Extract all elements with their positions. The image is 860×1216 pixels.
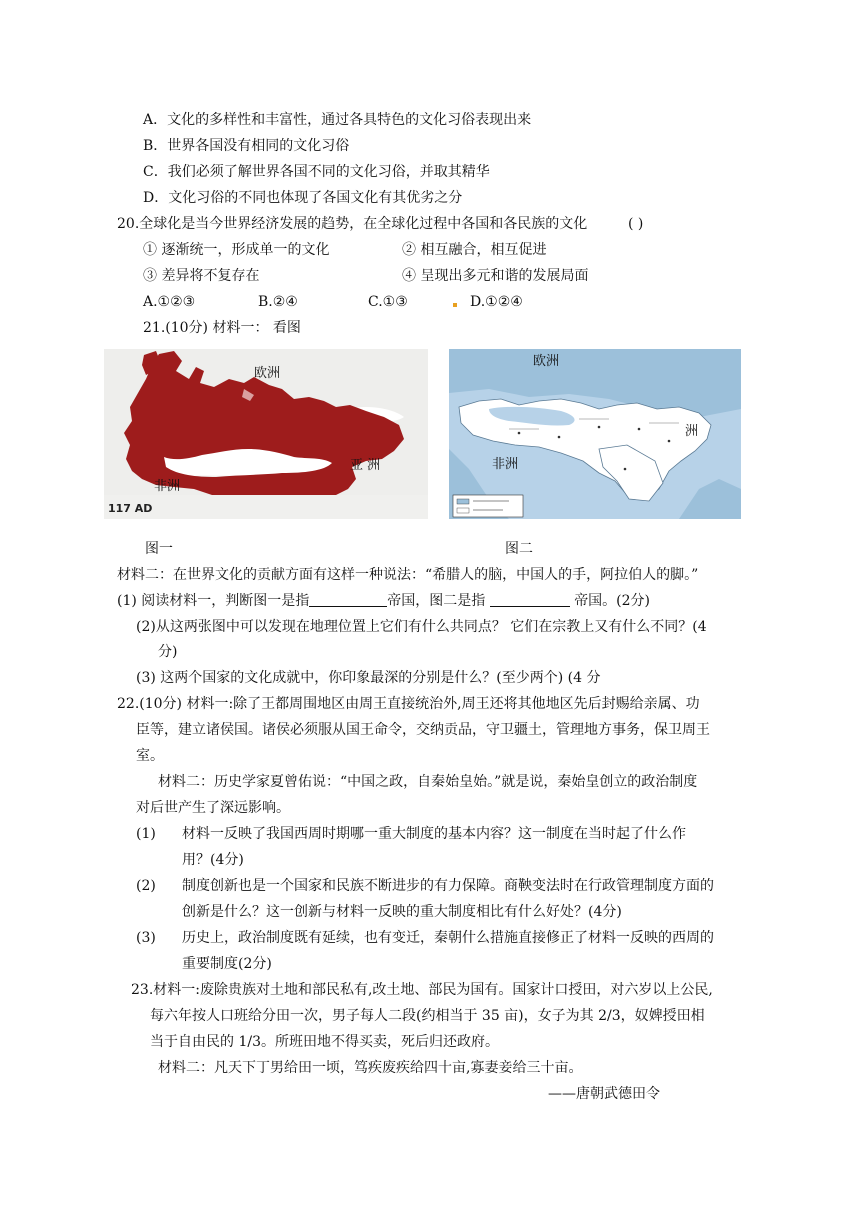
q20-statement-4: ④ 呈现出多元和谐的发展局面 — [402, 268, 589, 284]
map1-label-asia: 亚 洲 — [350, 458, 381, 473]
q21-subquestion-3: (3) 这两个国家的文化成就中，你印象最深的分别是什么？(至少两个) (4 分 — [136, 670, 601, 686]
q22-sub3-line2: 重要制度(2分) — [182, 956, 272, 972]
q23-material-1-line2: 每六年按人口班给分田一次，男子每人二段(约相当于 35 亩)，女子为其 2/3，奴婢授田相 — [150, 1008, 705, 1024]
answer-blank-1[interactable] — [309, 592, 387, 607]
map1-label-europe: 欧洲 — [254, 366, 281, 381]
q22-sub1-number: (1) — [136, 826, 156, 842]
q22-sub3-line1: 历史上，政治制度既有延续，也有变迁，秦朝什么措施直接修正了材料一反映的西周的 — [182, 930, 714, 946]
q21-sub1-part-c: 帝国。(2分) — [574, 593, 651, 609]
q19-option-d: D．文化习俗的不同也体现了各国文化有其优劣之分 — [143, 190, 463, 206]
q20-statement-3: ③ 差异将不复存在 — [143, 268, 260, 284]
map2-label-asia: 洲 — [685, 424, 699, 439]
q20-statement-2: ② 相互融合，相互促进 — [402, 242, 547, 258]
map2-label-europe: 欧洲 — [533, 354, 560, 369]
q19-option-b: B．世界各国没有相同的文化习俗 — [143, 138, 350, 154]
q20-answer-paren: ( ) — [628, 216, 644, 232]
q20-option-b: B.②④ — [258, 294, 298, 310]
q20-stem: 20.全球化是当今世界经济发展的趋势，在全球化过程中各国和各民族的文化 — [117, 216, 588, 232]
q23-material-1-line1: 23.材料一:废除贵族对土地和部民私有,改土地、部民为国有。国家计口授田，对六岁以上公民, — [131, 982, 713, 998]
q20-statement-1: ① 逐渐统一，形成单一的文化 — [143, 242, 330, 258]
map-roman-empire — [104, 349, 428, 519]
q22-sub2-line1: 制度创新也是一个国家和民族不断进步的有力保障。商鞅变法时在行政管理制度方面的 — [182, 878, 714, 894]
q22-sub2-line2: 创新是什么？这一创新与材料一反映的重大制度相比有什么好处？(4分) — [182, 904, 622, 920]
stray-dot — [453, 303, 457, 307]
q22-material-2-line1: 材料二：历史学家夏曾佑说：“中国之政，自秦始皇始。”就是说，秦始皇创立的政治制度 — [158, 774, 698, 790]
q21-sub1-part-a: (1) 阅读材料一，判断图一是指 — [117, 593, 310, 609]
q22-sub1-line2: 用？(4分) — [182, 852, 244, 868]
q21-subquestion-2-cont: 分) — [158, 644, 178, 660]
q21-stem: 21.(10分) 材料一： 看图 — [143, 320, 301, 336]
map2-label-africa: 非洲 — [492, 457, 519, 472]
map-arab-empire — [449, 349, 741, 519]
q22-material-1-line1: 22.(10分) 材料一:除了王都周围地区由周王直接统治外,周王还将其他地区先后封赐给亲属、功 — [117, 696, 700, 712]
q21-material-2: 材料二：在世界文化的贡献方面有这样一种说法：“希腊人的脑，中国人的手，阿拉伯人的脚。” — [117, 567, 699, 583]
q22-material-2-line2: 对后世产生了深远影响。 — [136, 800, 290, 816]
q20-option-c: C.①③ — [368, 294, 408, 310]
q20-option-d: D.①②④ — [470, 294, 523, 310]
q21-subquestion-2: (2)从这两张图中可以发现在地理位置上它们有什么共同点？ 它们在宗教上又有什么不同？(4 — [136, 619, 707, 635]
map1-year-label: 117 AD — [108, 502, 153, 515]
figure-2-caption: 图二 — [505, 541, 533, 557]
q21-subquestion-1 — [117, 592, 650, 610]
q21-sub1-part-b: 帝国，图二是指 — [387, 593, 486, 609]
q19-option-c: C．我们必须了解世界各国不同的文化习俗，并取其精华 — [143, 164, 490, 180]
q23-material-1-line3: 当于自由民的 1/3。所班田地不得买卖，死后归还政府。 — [150, 1034, 499, 1050]
q20-option-a: A.①②③ — [143, 294, 196, 310]
map1-label-africa: 非洲 — [154, 479, 181, 494]
q22-sub1-line1: 材料一反映了我国西周时期哪一重大制度的基本内容？这一制度在当时起了什么作 — [182, 826, 686, 842]
q23-source: ——唐朝武德田令 — [548, 1086, 660, 1102]
q22-sub3-number: (3) — [136, 930, 156, 946]
q19-option-a: A．文化的多样性和丰富性，通过各具特色的文化习俗表现出来 — [143, 112, 532, 128]
answer-blank-2[interactable] — [490, 592, 570, 607]
q22-material-1-line3: 室。 — [136, 748, 164, 764]
q23-material-2: 材料二：凡天下丁男给田一顷，笃疾废疾给四十亩,寡妻妾给三十亩。 — [158, 1060, 583, 1076]
q22-material-1-line2: 臣等，建立诸侯国。诸侯必须服从国王命令，交纳贡品，守卫疆土，管理地方事务，保卫周王 — [136, 722, 710, 738]
q22-sub2-number: (2) — [136, 878, 156, 894]
figure-1-caption: 图一 — [145, 541, 173, 557]
